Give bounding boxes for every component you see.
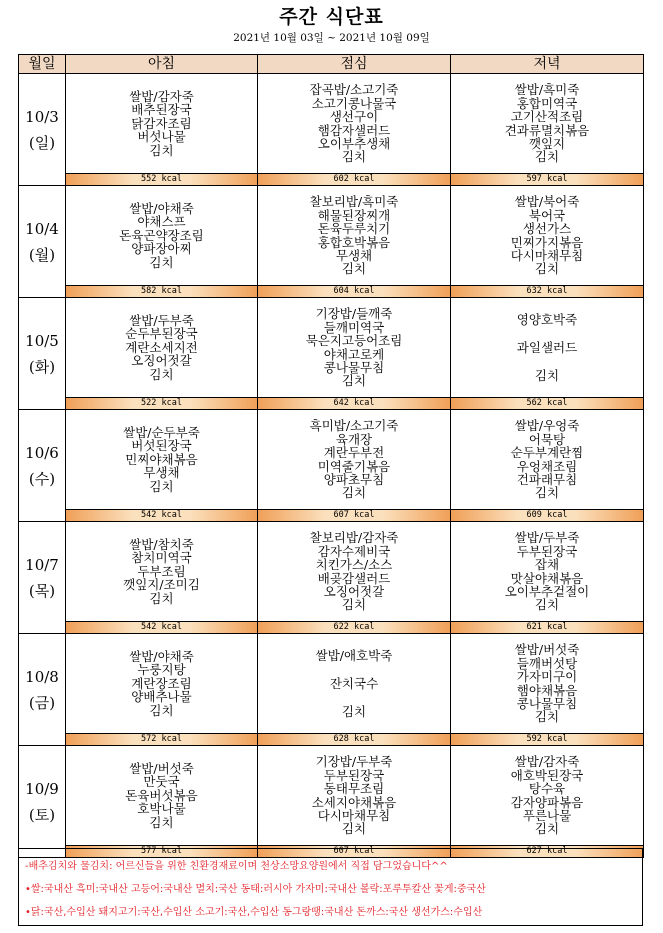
menu-item: 영양호박죽 <box>516 311 578 327</box>
menu-item: 오이부추겉절이 <box>504 583 590 599</box>
menu-item: 푸른나물 <box>522 807 572 823</box>
breakfast-menu-items <box>66 186 257 285</box>
menu-item: 쌀밥/순두부죽 <box>123 424 200 440</box>
menu-item: 쌀밥/북어죽 <box>514 194 580 210</box>
dinner-kcal-bar: 597 kcal <box>451 173 643 185</box>
menu-item: 기장밥/들깨죽 <box>315 306 393 322</box>
menu-item: 만둣국 <box>143 774 180 790</box>
lunch-kcal-bar: 602 kcal <box>258 173 450 185</box>
lunch-menu-items <box>258 410 450 509</box>
menu-item: 쌀밥/야채죽 <box>129 200 194 216</box>
menu-item: 기장밥/두부죽 <box>315 754 393 770</box>
menu-item: 김치 <box>534 597 560 613</box>
menu-item: 쌀밥/두부죽 <box>129 312 194 328</box>
menu-item: 감자양파볶음 <box>510 794 584 810</box>
menu-item: 쌀밥/감자죽 <box>514 754 580 770</box>
date-range: 2021년 10월 03일 ~ 2021년 10월 09일 <box>233 32 430 44</box>
footer-note-origin-2: •닭:국산,수입산 돼지고기:국산,수입산 소고기:국산,수입산 동그랑땡:국내산 돈까스:국산 생선가스:수입산 <box>25 907 483 918</box>
menu-item: 잔치국수 <box>329 675 379 691</box>
menu-item: 김치 <box>341 149 367 165</box>
lunch-cell <box>258 186 451 298</box>
menu-item: 잡채 <box>534 557 560 573</box>
weekday-label: (목) <box>28 581 56 600</box>
menu-item: 오이부추생채 <box>317 135 391 151</box>
day-row <box>19 634 644 746</box>
menu-item: 김치 <box>149 814 174 830</box>
menu-item: 두부된장국 <box>323 767 385 783</box>
menu-item: 흑미밥/소고기죽 <box>309 418 399 434</box>
menu-item: 김치 <box>534 821 560 837</box>
menu-item: 햄감자샐러드 <box>317 122 391 138</box>
menu-item: 어묵탕 <box>528 431 566 447</box>
lunch-cell <box>258 522 451 634</box>
menu-item: 소고기콩나물국 <box>311 95 397 111</box>
dinner-menu-items <box>451 410 643 509</box>
breakfast-menu-items <box>66 298 257 397</box>
menu-item: 묵은지고등어조림 <box>305 333 403 349</box>
menu-item: 김치 <box>341 821 367 837</box>
breakfast-cell <box>66 634 258 746</box>
lunch-cell <box>258 410 451 522</box>
menu-item: 김치 <box>149 142 174 158</box>
header-lunch: 점심 <box>258 55 451 74</box>
menu-item: 계란장조림 <box>131 675 192 691</box>
breakfast-cell <box>66 186 258 298</box>
weekday-label: (금) <box>28 693 56 712</box>
menu-item: 견과류멸치볶음 <box>504 122 590 138</box>
menu-item: 배추된장국 <box>131 102 192 118</box>
day-date-cell <box>19 74 66 186</box>
menu-item: 동태무조림 <box>323 781 385 797</box>
dinner-cell <box>451 186 644 298</box>
menu-item: 계란두부전 <box>323 445 385 461</box>
lunch-cell <box>258 746 451 858</box>
dinner-menu-items <box>451 522 643 621</box>
lunch-menu-items <box>258 746 450 845</box>
day-row <box>19 746 644 858</box>
menu-item: 김치 <box>149 702 174 718</box>
menu-item: 김치 <box>534 709 560 725</box>
menu-item: 콩나물무침 <box>516 695 578 711</box>
breakfast-menu-items <box>66 522 257 621</box>
menu-item: 햄야채볶음 <box>516 682 578 698</box>
dinner-cell <box>451 74 644 186</box>
day-row <box>19 74 644 186</box>
menu-item: 쌀밥/우엉죽 <box>514 418 580 434</box>
menu-item: 누룽지탕 <box>137 662 186 678</box>
menu-item: 들깨미역국 <box>323 319 385 335</box>
menu-item: 쌀밥/버섯죽 <box>129 760 194 776</box>
header-date: 월일 <box>19 55 66 74</box>
menu-item: 무생채 <box>143 465 180 481</box>
menu-item: 쌀밥/야채죽 <box>129 648 194 664</box>
lunch-menu-items <box>258 186 450 285</box>
lunch-kcal-bar: 607 kcal <box>258 509 450 521</box>
day-date-cell <box>19 746 66 858</box>
menu-item: 야채고로케 <box>323 346 385 362</box>
date-label: 10/6 <box>25 443 59 462</box>
menu-item: 두부된장국 <box>516 543 578 559</box>
lunch-menu-items <box>258 298 450 397</box>
menu-item: 깻잎지/조미김 <box>123 577 200 593</box>
lunch-kcal-bar: 622 kcal <box>258 621 450 633</box>
menu-item: 민찌야채볶음 <box>125 451 198 467</box>
menu-item: 두부조림 <box>137 563 186 579</box>
menu-item: 양파장아찌 <box>131 241 192 257</box>
menu-item: 쌀밥/버섯죽 <box>514 642 580 658</box>
date-label: 10/5 <box>25 331 59 350</box>
lunch-cell <box>258 74 451 186</box>
menu-item: 해물된장찌개 <box>317 207 391 223</box>
menu-item: 건파래무침 <box>516 471 578 487</box>
menu-item: 김치 <box>341 485 367 501</box>
menu-item: 북어국 <box>528 207 566 223</box>
menu-item: 맛살야채볶음 <box>510 570 584 586</box>
date-label: 10/4 <box>25 219 59 238</box>
breakfast-kcal-bar: 577 kcal <box>66 845 257 857</box>
lunch-kcal-bar: 628 kcal <box>258 733 450 745</box>
breakfast-cell <box>66 522 258 634</box>
dinner-menu-items <box>451 74 643 173</box>
weekday-label: (일) <box>28 133 56 152</box>
weekday-label: (월) <box>28 245 56 264</box>
menu-item: 미역줄기볶음 <box>317 458 391 474</box>
dinner-kcal-bar: 562 kcal <box>451 397 643 409</box>
day-date-cell <box>19 186 66 298</box>
breakfast-cell <box>66 410 258 522</box>
menu-item: 배곶감샐러드 <box>317 570 391 586</box>
menu-item: 양파초무침 <box>323 471 385 487</box>
breakfast-menu-items <box>66 74 257 173</box>
dinner-kcal-bar: 621 kcal <box>451 621 643 633</box>
menu-item: 순두부계란찜 <box>510 445 584 461</box>
menu-item: 홍합미역국 <box>516 95 578 111</box>
menu-item: 김치 <box>534 485 560 501</box>
menu-item: 김치 <box>341 597 367 613</box>
lunch-menu-items <box>258 522 450 621</box>
breakfast-cell <box>66 74 258 186</box>
weekday-label: (토) <box>28 805 56 824</box>
menu-item: 김치 <box>149 366 174 382</box>
menu-item: 생선가스 <box>522 221 572 237</box>
breakfast-kcal-bar: 542 kcal <box>66 509 257 521</box>
breakfast-kcal-bar: 542 kcal <box>66 621 257 633</box>
dinner-menu-items <box>451 186 643 285</box>
menu-item: 김치 <box>534 149 560 165</box>
day-date-cell <box>19 298 66 410</box>
menu-item: 버섯나물 <box>137 129 186 145</box>
menu-item: 쌀밥/감자죽 <box>129 88 194 104</box>
menu-item: 김치 <box>149 254 174 270</box>
day-row <box>19 522 644 634</box>
day-date-cell <box>19 410 66 522</box>
menu-item: 오징어젓갈 <box>131 353 192 369</box>
menu-item: 과일샐러드 <box>516 339 578 355</box>
footer-notes <box>18 848 643 926</box>
menu-item: 쌀밥/흑미죽 <box>514 82 580 98</box>
menu-item: 참치미역국 <box>131 550 192 566</box>
header-row <box>19 55 644 74</box>
day-row <box>19 186 644 298</box>
menu-item: 닭감자조림 <box>131 115 192 131</box>
dinner-cell <box>451 410 644 522</box>
menu-item: 버섯된장국 <box>131 438 192 454</box>
header-breakfast: 아침 <box>66 55 258 74</box>
lunch-kcal-bar: 642 kcal <box>258 397 450 409</box>
menu-item: 민찌가지볶음 <box>510 234 584 250</box>
breakfast-kcal-bar: 582 kcal <box>66 285 257 297</box>
dinner-kcal-bar: 592 kcal <box>451 733 643 745</box>
dinner-kcal-bar: 609 kcal <box>451 509 643 521</box>
menu-item: 가자미구이 <box>516 669 578 685</box>
menu-item: 치킨가스/소스 <box>315 557 393 573</box>
menu-item: 김치 <box>534 261 560 277</box>
dinner-menu-items <box>451 634 643 733</box>
menu-item: 잡곡밥/소고기죽 <box>309 82 399 98</box>
date-label: 10/8 <box>25 667 59 686</box>
menu-item: 들깨버섯탕 <box>516 655 578 671</box>
menu-item: 호박나물 <box>137 801 186 817</box>
menu-item: 순두부된장국 <box>125 326 198 342</box>
dinner-cell <box>451 298 644 410</box>
menu-item: 탕수육 <box>528 781 566 797</box>
dinner-menu-items <box>451 746 643 845</box>
dinner-cell <box>451 746 644 858</box>
menu-item: 홍합호박볶음 <box>317 234 391 250</box>
menu-item: 돈육두루치기 <box>317 221 391 237</box>
menu-item: 쌀밥/두부죽 <box>514 530 580 546</box>
breakfast-menu-items <box>66 746 257 845</box>
dinner-menu-items <box>451 298 643 397</box>
menu-item: 우엉채조림 <box>516 458 578 474</box>
menu-item: 애호박된장국 <box>510 767 584 783</box>
dinner-kcal-bar: 627 kcal <box>451 845 643 857</box>
menu-item: 소세지야채볶음 <box>311 794 397 810</box>
breakfast-menu-items <box>66 634 257 733</box>
menu-item: 오징어젓갈 <box>323 583 385 599</box>
menu-item: 찰보리밥/감자죽 <box>309 530 399 546</box>
menu-item: 김치 <box>341 703 367 719</box>
menu-item: 육개장 <box>335 431 373 447</box>
menu-item: 고기산적조림 <box>510 109 584 125</box>
lunch-kcal-bar: 607 kcal <box>258 845 450 857</box>
breakfast-cell <box>66 746 258 858</box>
menu-table <box>18 54 644 858</box>
breakfast-kcal-bar: 552 kcal <box>66 173 257 185</box>
day-row <box>19 410 644 522</box>
menu-item: 무생채 <box>335 247 373 263</box>
menu-item: 김치 <box>149 478 174 494</box>
menu-item: 김치 <box>149 590 174 606</box>
menu-item: 찰보리밥/흑미죽 <box>309 194 399 210</box>
menu-item: 김치 <box>341 261 367 277</box>
dinner-cell <box>451 522 644 634</box>
menu-item: 쌀밥/애호박죽 <box>315 647 393 663</box>
breakfast-kcal-bar: 522 kcal <box>66 397 257 409</box>
menu-item: 야채스프 <box>137 214 186 230</box>
lunch-menu-items <box>258 74 450 173</box>
dinner-cell <box>451 634 644 746</box>
footer-note-origin-1: •쌀:국내산 흑미:국내산 고등어:국내산 멸치:국산 동태:러시아 가자미:국내산 볼락:포루투칼산 꽃게:중국산 <box>25 884 486 895</box>
lunch-menu-items <box>258 634 450 733</box>
menu-item: 생선구이 <box>329 109 379 125</box>
day-date-cell <box>19 522 66 634</box>
breakfast-cell <box>66 298 258 410</box>
footer-note-kimchi: -배추김치와 물김치: 어르신들을 위한 친환경재료이며 천상소망요양원에서 직접 담그었습니다^^ <box>25 861 448 872</box>
breakfast-menu-items <box>66 410 257 509</box>
menu-item: 양배추나물 <box>131 689 192 705</box>
menu-item: 감자수제비국 <box>317 543 391 559</box>
breakfast-kcal-bar: 572 kcal <box>66 733 257 745</box>
day-row <box>19 298 644 410</box>
dinner-kcal-bar: 632 kcal <box>451 285 643 297</box>
header-dinner: 저녁 <box>451 55 644 74</box>
menu-item: 깻잎지 <box>528 135 566 151</box>
menu-item: 돈육버섯볶음 <box>125 787 198 803</box>
lunch-cell <box>258 634 451 746</box>
date-label: 10/7 <box>25 555 59 574</box>
page-title: 주간 식단표 <box>279 6 384 28</box>
menu-item: 다시마채무침 <box>510 247 584 263</box>
date-label: 10/9 <box>25 779 59 798</box>
weekday-label: (화) <box>28 357 56 376</box>
date-label: 10/3 <box>25 107 59 126</box>
weekday-label: (수) <box>28 469 56 488</box>
lunch-cell <box>258 298 451 410</box>
menu-item: 다시마채무침 <box>317 807 391 823</box>
day-date-cell <box>19 634 66 746</box>
menu-item: 돈육곤약장조림 <box>119 227 204 243</box>
menu-item: 김치 <box>534 367 560 383</box>
menu-item: 김치 <box>341 373 367 389</box>
menu-item: 계란소세지전 <box>125 339 198 355</box>
lunch-kcal-bar: 604 kcal <box>258 285 450 297</box>
menu-item: 콩나물무침 <box>323 359 385 375</box>
menu-item: 쌀밥/참치죽 <box>129 536 194 552</box>
